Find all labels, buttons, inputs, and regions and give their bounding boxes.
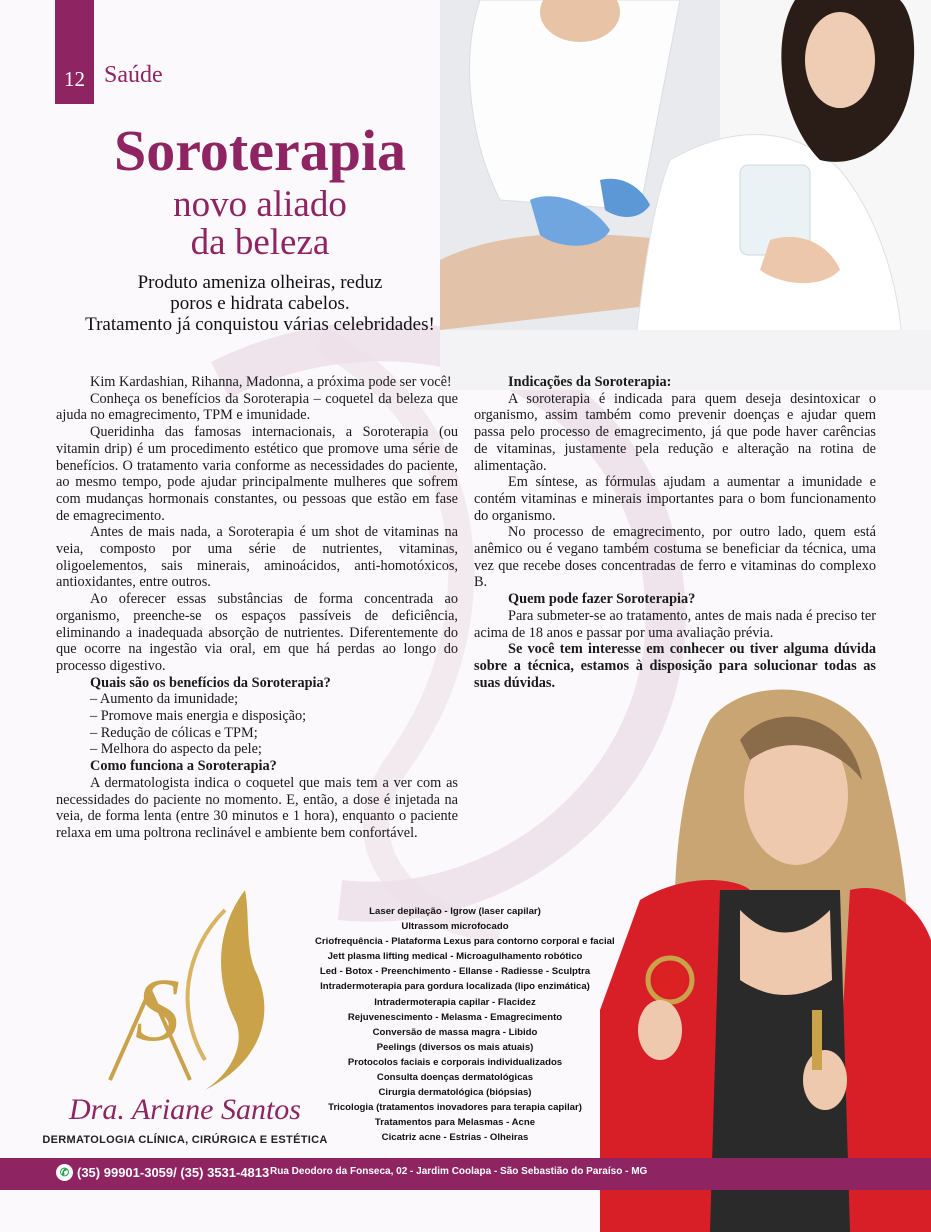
service-item: Peelings (diversos os mais atuais) [376,1041,534,1053]
svg-text:S: S [135,961,180,1060]
service-item: Criofrequência - Plataforma Lexus para contorno corporal e facial [315,936,615,948]
service-item: Cicatriz acne - Estrias - Olheiras [381,1132,529,1144]
service-item: Laser depilação - Igrow (laser capilar) [369,906,541,917]
page-number: 12 [64,67,85,91]
paragraph: Queridinha das famosas internacionais, a Soroterapia (ou vitamin drip) é um procedimento estético que promove uma série de benefícios. O tratamento varia conforme as necessidades do paciente, ao mesmo tempo, pode ajudar principalmente mulheres que sofrem com mudanças hormonais constantes, ou pessoas que estão em fase de emagrecimento. [56,424,458,524]
service-item: Intradermoterapia capilar - Flacidez [374,996,536,1008]
article-column-1 [56,374,458,842]
doctor-photo [600,680,931,1232]
whatsapp-icon: ✆ [56,1164,73,1181]
paragraph: Antes de mais nada, a Soroterapia é um shot de vitaminas na veia, composto por uma série de nutrientes, vitaminas, oligoelementos, sais minerais, aminoácidos, anti-homotóxicos, antioxidantes, entre outros. [56,524,458,591]
clinic-specialty: DERMATOLOGIA CLÍNICA, CIRÚRGICA E ESTÉTICA [42,1134,328,1146]
phone-numbers: (35) 99901-3059/ (35) 3531-4813 [77,1165,270,1180]
service-item: Cirurgia dermatológica (biópsias) [378,1087,532,1099]
article-subtitle [60,186,460,262]
article-lead [60,272,460,335]
article-title: Soroterapia [113,118,407,183]
lead-line: Produto ameniza olheiras, reduz [137,272,383,293]
service-item: Conversão de massa magra - Libido [372,1026,538,1038]
service-item: Rejuvenescimento - Melasma - Emagrecimento [347,1011,563,1023]
subheading-benefits: Quais são os benefícios da Soroterapia? [90,674,331,691]
service-item: Jett plasma lifting medical - Microagulhamento robótico [327,951,583,963]
subheading-how: Como funciona a Soroterapia? [90,758,277,775]
paragraph: Para submeter-se ao tratamento, antes de mais nada é preciso ter acima de 18 anos e passar por uma avaliação prévia. [474,607,876,641]
lead-line: poros e hidrata cabelos. [170,293,350,314]
paragraph: A dermatologista indica o coquetel que mais tem a ver com as necessidades do paciente no momento. E, então, a dose é injetada na veia, de forma lenta (entre 30 minutos e 1 hora), enquanto o paciente relaxa em uma poltrona reclinável e ambiente bem confortável. [56,774,458,841]
list-item: – Melhora do aspecto da pele; [90,741,262,758]
paragraph: Conheça os benefícios da Soroterapia – coquetel da beleza que ajuda no emagrecimento, TPM e imunidade. [56,390,458,424]
paragraph: No processo de emagrecimento, por outro lado, quem está anêmico ou é vegano também costuma se beneficiar da técnica, uma vez que recebe doses concentradas de ferro e vitaminas do complexo B. [474,524,876,591]
paragraph: Kim Kardashian, Rihanna, Madonna, a próxima pode ser você! [90,374,452,390]
closing-paragraph: Se você tem interesse em conhecer ou tiver alguma dúvida sobre a técnica, estamos à disposição para solucionar todas as suas dúvidas. [474,641,876,691]
paragraph: A soroterapia é indicada para quem deseja desintoxicar o organismo, assim também como prevenir doenças e ajudar quem passa pelo processo de emagrecimento, já que pode haver carências de vitaminas, justamente pela redução e alteração na rotina de alimentação. [474,390,876,474]
list-item: – Redução de cólicas e TPM; [90,724,258,741]
subtitle-line: da beleza [190,222,330,263]
list-item: – Promove mais energia e disposição; [90,708,307,725]
clinic-address: Rua Deodoro da Fonseca, 02 - Jardim Coolapa - São Sebastião do Paraíso - MG [270,1166,648,1177]
subheading-who: Quem pode fazer Soroterapia? [508,591,696,608]
lead-line: Tratamento já conquistou várias celebridades! [85,314,435,335]
service-item: Consulta doenças dermatológicas [376,1072,534,1084]
treatment-photo [440,0,931,390]
list-item: – Aumento da imunidade; [90,691,239,708]
service-item: Intradermoterapia para gordura localizada (lipo enzimática) [320,981,590,993]
subheading-indications: Indicações da Soroterapia: [508,374,672,390]
article-column-2 [474,374,876,691]
clinic-name: Dra. Ariane Santos [69,1093,301,1126]
section-label: Saúde [104,62,163,88]
clinic-logo [95,890,285,1090]
page-number-tab [55,0,94,104]
paragraph: Em síntese, as fórmulas ajudam a aumentar a imunidade e contém vitaminas e minerais importantes para o bom funcionamento do organismo. [474,474,876,524]
service-item: Ultrassom microfocado [401,921,509,933]
contact-phone [56,1164,269,1181]
service-item: Tricologia (tratamentos inovadores para terapia capilar) [328,1102,582,1114]
service-item: Tratamentos para Melasmas - Acne [374,1117,536,1129]
services-list [315,904,615,1146]
service-item: Protocolos faciais e corporais individualizados [347,1056,563,1068]
subtitle-line: novo aliado [173,184,347,225]
service-item: Led - Botox - Preenchimento - Ellanse - Radiesse - Sculptra [319,966,591,978]
paragraph: Ao oferecer essas substâncias de forma concentrada ao organismo, preenche-se os espaços passíveis de deficiência, eliminando a inadequada absorção de nutrientes. Diferentemente do que ocorre na ingestão via oral, em que há perdas ao longo do processo digestivo. [56,591,458,674]
